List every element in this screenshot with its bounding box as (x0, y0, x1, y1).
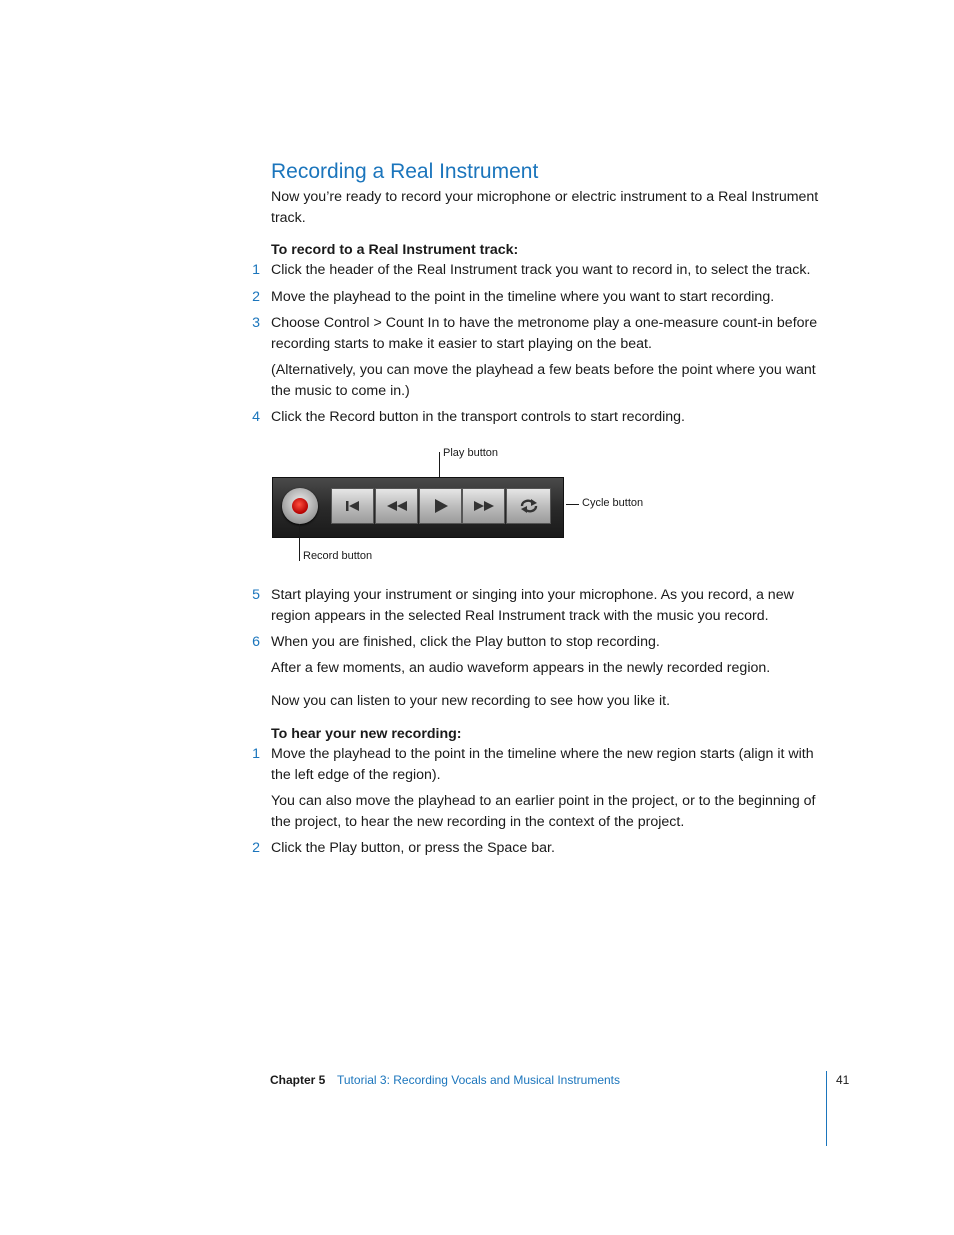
step-text: Click the Play button, or press the Space bar. (271, 840, 555, 856)
fast-forward-icon (472, 499, 496, 513)
cycle-icon (518, 497, 540, 515)
cycle-button-callout: Cycle button (582, 497, 644, 509)
skip-to-start-icon (344, 499, 362, 513)
step-number: 1 (252, 262, 260, 278)
fast-forward-button[interactable] (462, 488, 505, 524)
play-button[interactable] (419, 488, 462, 524)
rewind-icon (385, 499, 409, 513)
step-number: 2 (252, 289, 260, 305)
footer-chapter: Chapter 5 (270, 1073, 326, 1087)
intro-paragraph: Now you’re ready to record your microphone or electric instrument to a Real Instrument track. (271, 189, 819, 226)
footer-chapter-title: Tutorial 3: Recording Vocals and Musical Instruments (337, 1073, 621, 1087)
play-icon (431, 498, 451, 514)
listen-paragraph: Now you can listen to your new recording to see how you like it. (271, 693, 671, 709)
rewind-button[interactable] (375, 488, 418, 524)
step-note: You can also move the playhead to an earlier point in the project, or to the beginning of the project, to hear the new recording in the context of the project. (271, 793, 816, 830)
procedure-heading-record: To record to a Real Instrument track: (271, 242, 519, 258)
step-text: Choose Control > Count In to have the metronome play a one-measure count-in before recording starts to make it easier to start playing on the beat. (271, 315, 818, 352)
footer-divider (826, 1071, 827, 1146)
step-text: When you are finished, click the Play button to stop recording. (271, 634, 660, 650)
step-text: Click the header of the Real Instrument track you want to record in, to select the track. (271, 262, 811, 278)
step-note: After a few moments, an audio waveform appears in the newly recorded region. (271, 660, 771, 676)
cycle-callout-line (566, 504, 579, 505)
procedure-heading-listen: To hear your new recording: (271, 726, 462, 742)
cycle-button[interactable] (506, 488, 551, 524)
record-button-callout: Record button (303, 550, 373, 562)
step-number: 2 (252, 840, 260, 856)
record-callout-line (299, 524, 300, 561)
step-number: 6 (252, 634, 260, 650)
step-text: Move the playhead to the point in the timeline where you want to start recording. (271, 289, 775, 305)
step-number: 1 (252, 746, 260, 762)
page-number: 41 (836, 1073, 850, 1087)
step-number: 5 (252, 587, 260, 603)
record-icon (292, 498, 308, 514)
step-number: 3 (252, 315, 260, 331)
play-button-callout: Play button (443, 447, 499, 459)
section-title: Recording a Real Instrument (271, 160, 539, 183)
step-number: 4 (252, 409, 260, 425)
step-text: Click the Record button in the transport controls to start recording. (271, 409, 686, 425)
step-note: (Alternatively, you can move the playhead a few beats before the point where you want the music to come in.) (271, 362, 816, 399)
go-to-beginning-button[interactable] (331, 488, 374, 524)
step-text: Start playing your instrument or singing into your microphone. As you record, a new region appears in the selected Real Instrument track with the music you record. (271, 587, 794, 624)
step-text: Move the playhead to the point in the timeline where the new region starts (align it with the left edge of the region). (271, 746, 814, 783)
